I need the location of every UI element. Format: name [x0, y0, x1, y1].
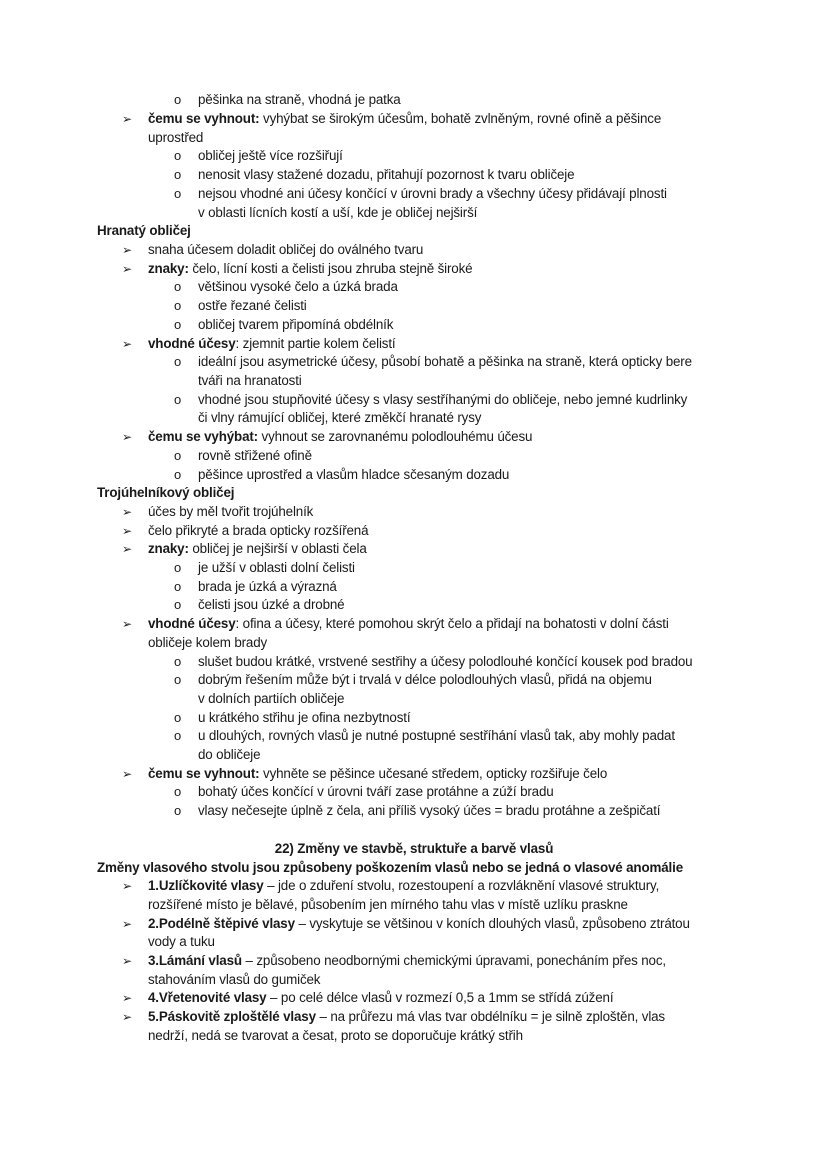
- bold-label: čemu se vyhýbat:: [148, 429, 258, 444]
- bold-label: vhodné účesy: [148, 616, 236, 631]
- arrow-bullet-icon: ➢: [122, 879, 132, 893]
- sub-list-item: [174, 466, 510, 485]
- text: vyhnout se zarovnanému polodlouhému účesu: [257, 429, 533, 444]
- text: pěšince uprostřed a vlasům hladce sčesaným dozadu: [198, 467, 510, 482]
- arrow-bullet-icon: ➢: [122, 991, 132, 1005]
- text: u krátkého střihu je ofina nezbytností: [198, 710, 411, 725]
- circle-bullet-icon: o: [174, 560, 182, 575]
- section-heading: [0, 840, 828, 859]
- bold-label: čemu se vyhnout:: [148, 766, 260, 781]
- list-item: [122, 335, 396, 354]
- text: ostře řezané čelisti: [198, 298, 307, 313]
- circle-bullet-icon: o: [174, 392, 182, 407]
- text: nejsou vhodné ani účesy končící v úrovni brady a všechny účesy přidávají plnosti: [198, 186, 667, 201]
- text: čelo přikryté a brada opticky rozšířená: [148, 523, 369, 538]
- bold-label: 22) Změny ve stavbě, struktuře a barvě vlasů: [274, 841, 554, 856]
- list-item: [122, 503, 314, 522]
- text: rovně střižené ofině: [198, 448, 312, 463]
- sub-list-item: [198, 372, 302, 391]
- text: tváři na hranatosti: [198, 373, 302, 388]
- sub-list-item: [198, 409, 481, 428]
- text: – vyskytuje se většinou v koních dlouhých vlasů, způsobeno ztrátou: [294, 916, 690, 931]
- sub-list-item: [198, 204, 477, 223]
- text: většinou vysoké čelo a úzká brada: [198, 279, 398, 294]
- text: uprostřed: [148, 130, 204, 145]
- text: bohatý účes končící v úrovni tváří zase protáhne a zúží bradu: [198, 784, 554, 799]
- bold-label: vhodné účesy: [148, 336, 236, 351]
- list-item: [122, 1008, 665, 1027]
- text: – na průřezu má vlas tvar obdélníku = je silně zploštěn, vlas: [315, 1009, 665, 1024]
- circle-bullet-icon: o: [174, 597, 182, 612]
- text: čelo, lícní kosti a čelisti jsou zhruba stejně široké: [188, 261, 473, 276]
- text: nenosit vlasy stažené dozadu, přitahují pozornost k tvaru obličeje: [198, 167, 575, 182]
- text: snaha účesem doladit obličej do oválného tvaru: [148, 242, 424, 257]
- subheading: [97, 859, 683, 878]
- circle-bullet-icon: o: [174, 354, 182, 369]
- circle-bullet-icon: o: [174, 317, 182, 332]
- sub-list-item: [174, 91, 401, 110]
- subheading: [97, 484, 234, 503]
- text: pěšinka na straně, vhodná je patka: [198, 92, 401, 107]
- sub-list-item: [174, 297, 307, 316]
- bold-label: Hranatý obličej: [97, 223, 191, 238]
- circle-bullet-icon: o: [174, 728, 182, 743]
- text: – jde o zduření stvolu, rozestoupení a rozvláknění vlasové struktury,: [263, 878, 660, 893]
- sub-list-item: [174, 596, 345, 615]
- list-item: [148, 971, 320, 990]
- list-item: [122, 989, 614, 1008]
- sub-list-item: [174, 802, 661, 821]
- text: čelisti jsou úzké a drobné: [198, 597, 345, 612]
- arrow-bullet-icon: ➢: [122, 954, 132, 968]
- list-item: [148, 634, 267, 653]
- list-item: [122, 241, 424, 260]
- text: v dolních partiích obličeje: [198, 691, 345, 706]
- text: vhodné jsou stupňovité účesy s vlasy sestříhanými do obličeje, nebo jemné kudrlinky: [198, 392, 688, 407]
- circle-bullet-icon: o: [174, 784, 182, 799]
- sub-list-item: [174, 727, 675, 746]
- list-item: [122, 615, 669, 634]
- text: : ofina a účesy, které pomohou skrýt čelo a přidají na bohatosti v dolní části: [235, 616, 669, 631]
- circle-bullet-icon: o: [174, 448, 182, 463]
- sub-list-item: [174, 559, 355, 578]
- list-item: [122, 952, 666, 971]
- text: vody a tuku: [148, 934, 215, 949]
- arrow-bullet-icon: ➢: [122, 617, 132, 631]
- list-item: [122, 877, 660, 896]
- text: brada je úzká a výrazná: [198, 579, 337, 594]
- text: – způsobeno neodbornými chemickými úpravami, ponecháním přes noc,: [241, 953, 666, 968]
- text: ideální jsou asymetrické účesy, působí bohatě a pěšinka na straně, která opticky bere: [198, 354, 692, 369]
- arrow-bullet-icon: ➢: [122, 917, 132, 931]
- subheading: [97, 222, 191, 241]
- bold-label: 3.Lámání vlasů: [148, 953, 242, 968]
- sub-list-item: [174, 316, 394, 335]
- list-item: [122, 522, 369, 541]
- text: je užší v oblasti dolní čelisti: [198, 560, 355, 575]
- list-item: [122, 765, 608, 784]
- bold-label: Trojúhelníkový obličej: [97, 485, 235, 500]
- sub-list-item: [174, 278, 398, 297]
- arrow-bullet-icon: ➢: [122, 243, 132, 257]
- bold-label: Změny vlasového stvolu jsou způsobeny poškozením vlasů nebo se jedná o vlasové anomálie: [97, 860, 683, 875]
- bold-label: 5.Páskovitě zploštělé vlasy: [148, 1009, 316, 1024]
- text: : zjemnit partie kolem čelistí: [235, 336, 396, 351]
- arrow-bullet-icon: ➢: [122, 1010, 132, 1024]
- text: vyhněte se pěšince učesané středem, opticky rozšiřuje čelo: [259, 766, 608, 781]
- text: rozšířené místo je bělavé, působením jen mírného tahu vlas v místě uzlíku praskne: [148, 897, 628, 912]
- list-item: [122, 428, 533, 447]
- sub-list-item: [174, 578, 337, 597]
- list-item: [148, 1027, 523, 1046]
- arrow-bullet-icon: ➢: [122, 430, 132, 444]
- text: slušet budou krátké, vrstvené sestřihy a účesy polodlouhé končící kousek pod bradou: [198, 654, 693, 669]
- circle-bullet-icon: o: [174, 710, 182, 725]
- circle-bullet-icon: o: [174, 148, 182, 163]
- list-item: [122, 110, 662, 129]
- circle-bullet-icon: o: [174, 167, 182, 182]
- text: či vlny rámující obličej, které změkčí hranaté rysy: [198, 410, 482, 425]
- circle-bullet-icon: o: [174, 467, 182, 482]
- sub-list-item: [174, 147, 343, 166]
- text: nedrží, nedá se tvarovat a česat, proto se doporučuje krátký střih: [148, 1028, 523, 1043]
- text: vlasy nečesejte úplně z čela, ani příliš vysoký účes = bradu protáhne a zešpičatí: [198, 803, 661, 818]
- arrow-bullet-icon: ➢: [122, 112, 132, 126]
- sub-list-item: [174, 447, 312, 466]
- circle-bullet-icon: o: [174, 803, 182, 818]
- bold-label: čemu se vyhnout:: [148, 111, 260, 126]
- arrow-bullet-icon: ➢: [122, 542, 132, 556]
- text: vyhýbat se širokým účesům, bohatě zvlněným, rovné ofině a pěšince: [259, 111, 662, 126]
- sub-list-item: [174, 391, 688, 410]
- list-item: [122, 915, 690, 934]
- text: obličej je nejširší v oblasti čela: [188, 541, 367, 556]
- sub-list-item: [174, 709, 411, 728]
- list-item: [148, 129, 203, 148]
- text: obličeje kolem brady: [148, 635, 268, 650]
- circle-bullet-icon: o: [174, 672, 182, 687]
- text: účes by měl tvořit trojúhelník: [148, 504, 314, 519]
- circle-bullet-icon: o: [174, 579, 182, 594]
- bold-label: 1.Uzlíčkovité vlasy: [148, 878, 264, 893]
- text: – po celé délce vlasů v rozmezí 0,5 a 1mm se střídá zúžení: [266, 990, 614, 1005]
- text: do obličeje: [198, 747, 261, 762]
- bold-label: 4.Vřetenovité vlasy: [148, 990, 267, 1005]
- circle-bullet-icon: o: [174, 279, 182, 294]
- list-item: [122, 540, 367, 559]
- text: u dlouhých, rovných vlasů je nutné postupné sestříhání vlasů tak, aby mohly padat: [198, 728, 675, 743]
- sub-list-item: [174, 671, 652, 690]
- list-item: [122, 260, 473, 279]
- sub-list-item: [174, 185, 667, 204]
- sub-list-item: [174, 783, 554, 802]
- sub-list-item: [198, 690, 344, 709]
- text: v oblasti lícních kostí a uší, kde je obličej nejširší: [198, 205, 478, 220]
- sub-list-item: [174, 353, 692, 372]
- arrow-bullet-icon: ➢: [122, 524, 132, 538]
- bold-label: znaky:: [148, 261, 189, 276]
- circle-bullet-icon: o: [174, 92, 182, 107]
- arrow-bullet-icon: ➢: [122, 337, 132, 351]
- text: obličej ještě více rozšiřují: [198, 148, 343, 163]
- bold-label: 2.Podélně štěpivé vlasy: [148, 916, 295, 931]
- arrow-bullet-icon: ➢: [122, 767, 132, 781]
- text: stahováním vlasů do gumiček: [148, 972, 321, 987]
- sub-list-item: [198, 746, 260, 765]
- sub-list-item: [174, 653, 693, 672]
- bold-label: znaky:: [148, 541, 189, 556]
- arrow-bullet-icon: ➢: [122, 505, 132, 519]
- arrow-bullet-icon: ➢: [122, 262, 132, 276]
- list-item: [148, 896, 628, 915]
- list-item: [148, 933, 215, 952]
- circle-bullet-icon: o: [174, 654, 182, 669]
- text: obličej tvarem připomíná obdélník: [198, 317, 394, 332]
- circle-bullet-icon: o: [174, 298, 182, 313]
- text: dobrým řešením může být i trvalá v délce polodlouhých vlasů, přidá na objemu: [198, 672, 652, 687]
- circle-bullet-icon: o: [174, 186, 182, 201]
- sub-list-item: [174, 166, 575, 185]
